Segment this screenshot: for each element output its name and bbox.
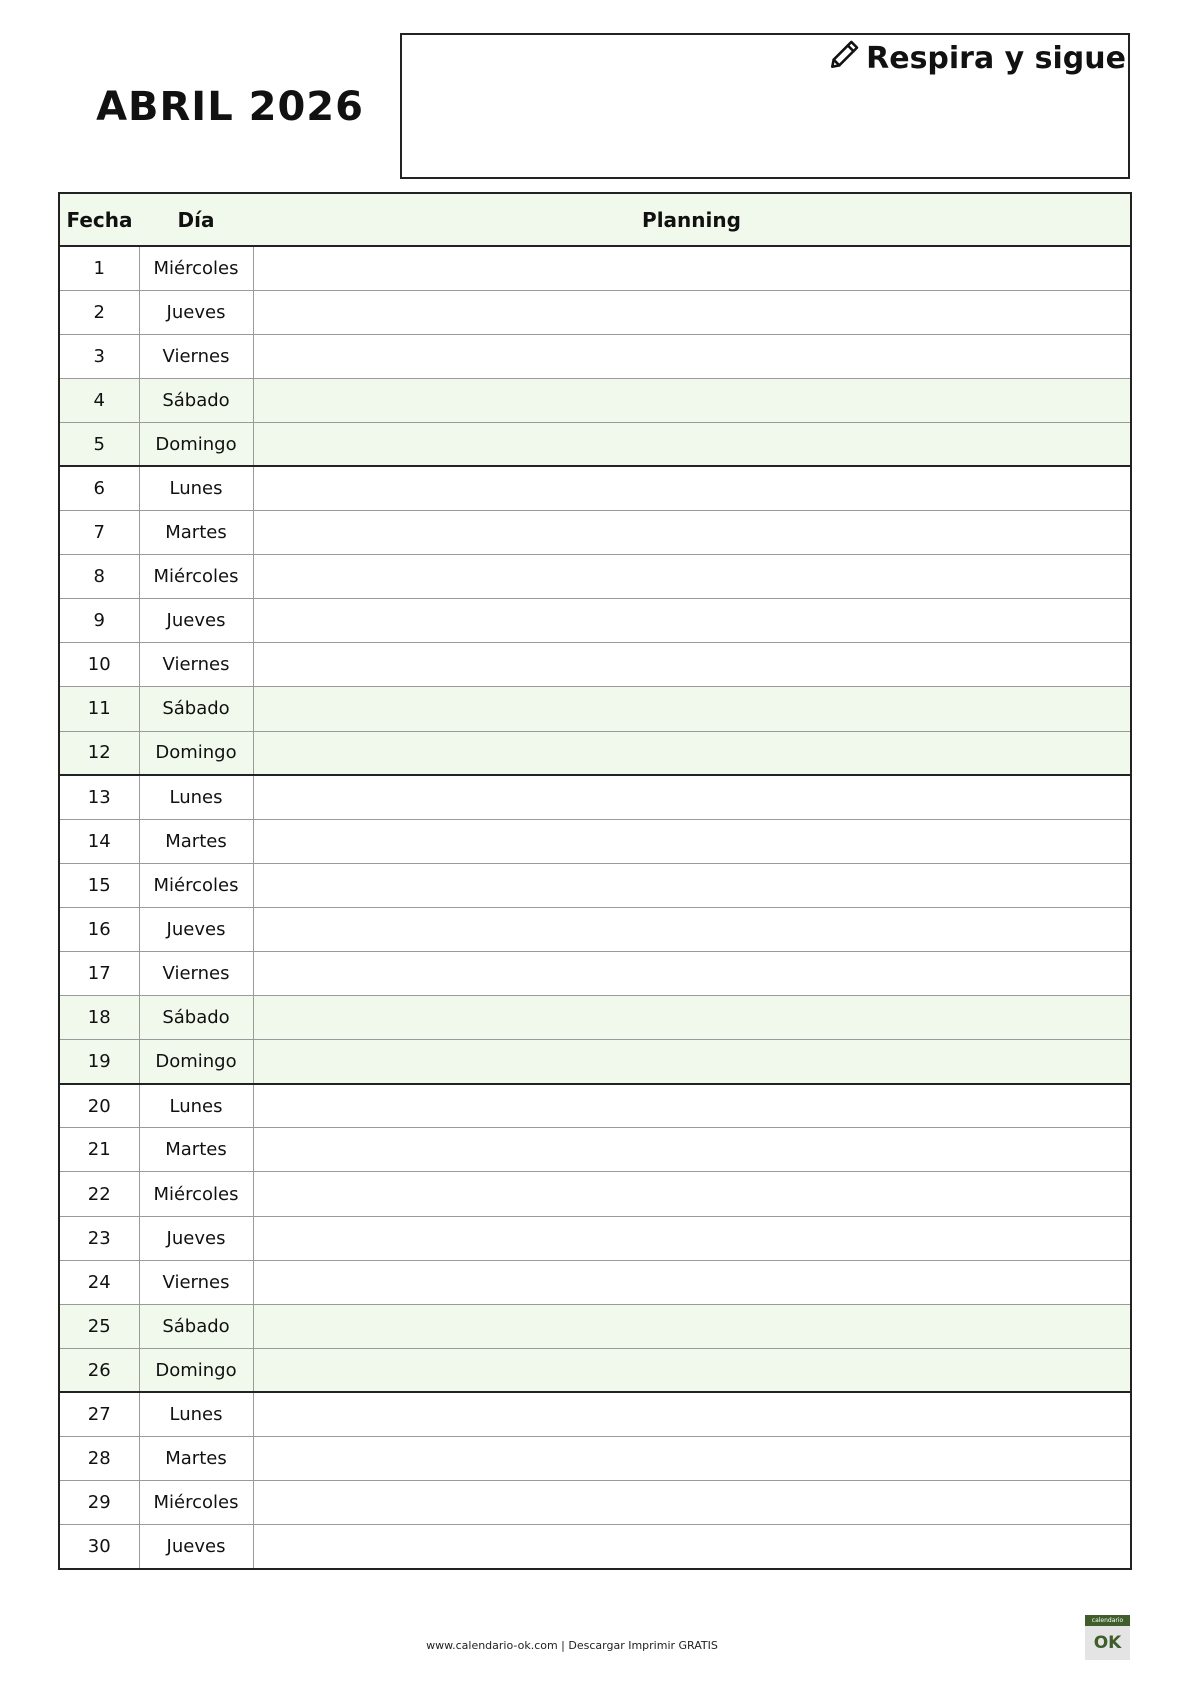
planning-cell[interactable] — [253, 1525, 1131, 1569]
table-row — [59, 422, 1131, 466]
day-cell: Martes — [139, 1437, 253, 1481]
table-row — [59, 1128, 1131, 1172]
planning-cell[interactable] — [253, 1216, 1131, 1260]
day-cell: Lunes — [139, 1392, 253, 1436]
table-row — [59, 378, 1131, 422]
date-cell: 28 — [59, 1437, 139, 1481]
day-cell: Sábado — [139, 1304, 253, 1348]
planning-cell[interactable] — [253, 1260, 1131, 1304]
table-row — [59, 952, 1131, 996]
column-header-planning: Planning — [253, 193, 1131, 246]
planning-cell[interactable] — [253, 1348, 1131, 1392]
table-row — [59, 1084, 1131, 1128]
day-cell: Sábado — [139, 687, 253, 731]
table-row — [59, 819, 1131, 863]
planning-cell[interactable] — [253, 1481, 1131, 1525]
date-cell: 16 — [59, 907, 139, 951]
table-row — [59, 1348, 1131, 1392]
day-cell: Miércoles — [139, 555, 253, 599]
planning-cell[interactable] — [253, 819, 1131, 863]
planning-cell[interactable] — [253, 334, 1131, 378]
date-cell: 26 — [59, 1348, 139, 1392]
table-row — [59, 555, 1131, 599]
date-cell: 11 — [59, 687, 139, 731]
logo-bottom-text: OK — [1093, 1633, 1122, 1653]
table-row — [59, 511, 1131, 555]
date-cell: 25 — [59, 1304, 139, 1348]
date-cell: 2 — [59, 290, 139, 334]
table-row — [59, 1437, 1131, 1481]
table-row — [59, 1172, 1131, 1216]
planning-cell[interactable] — [253, 1304, 1131, 1348]
date-cell: 20 — [59, 1084, 139, 1128]
day-cell: Domingo — [139, 1348, 253, 1392]
day-cell: Lunes — [139, 466, 253, 510]
planning-cell[interactable] — [253, 422, 1131, 466]
motto-text: Respira y sigue — [866, 40, 1126, 76]
notes-box[interactable] — [400, 33, 1130, 179]
planning-cell[interactable] — [253, 1172, 1131, 1216]
table-row — [59, 996, 1131, 1040]
day-cell: Lunes — [139, 1084, 253, 1128]
table-row — [59, 290, 1131, 334]
planning-cell[interactable] — [253, 863, 1131, 907]
date-cell: 1 — [59, 246, 139, 290]
date-cell: 24 — [59, 1260, 139, 1304]
date-cell: 6 — [59, 466, 139, 510]
date-cell: 17 — [59, 952, 139, 996]
planning-cell[interactable] — [253, 511, 1131, 555]
table-header-row — [59, 193, 1131, 246]
date-cell: 9 — [59, 599, 139, 643]
day-cell: Miércoles — [139, 1481, 253, 1525]
day-cell: Viernes — [139, 952, 253, 996]
day-cell: Jueves — [139, 1525, 253, 1569]
planning-cell[interactable] — [253, 1040, 1131, 1084]
month-title: ABRIL 2026 — [96, 84, 364, 130]
planning-cell[interactable] — [253, 687, 1131, 731]
planning-cell[interactable] — [253, 775, 1131, 819]
table-row — [59, 731, 1131, 775]
table-row — [59, 1392, 1131, 1436]
planning-cell[interactable] — [253, 996, 1131, 1040]
planning-cell[interactable] — [253, 246, 1131, 290]
date-cell: 8 — [59, 555, 139, 599]
date-cell: 21 — [59, 1128, 139, 1172]
day-cell: Domingo — [139, 422, 253, 466]
date-cell: 19 — [59, 1040, 139, 1084]
table-row — [59, 1525, 1131, 1569]
table-row — [59, 599, 1131, 643]
planning-cell[interactable] — [253, 643, 1131, 687]
table-row — [59, 907, 1131, 951]
planning-cell[interactable] — [253, 907, 1131, 951]
day-cell: Miércoles — [139, 246, 253, 290]
date-cell: 15 — [59, 863, 139, 907]
table-row — [59, 1216, 1131, 1260]
day-cell: Martes — [139, 511, 253, 555]
day-cell: Miércoles — [139, 863, 253, 907]
day-cell: Martes — [139, 1128, 253, 1172]
day-cell: Domingo — [139, 731, 253, 775]
planning-cell[interactable] — [253, 466, 1131, 510]
planning-cell[interactable] — [253, 555, 1131, 599]
date-cell: 12 — [59, 731, 139, 775]
date-cell: 18 — [59, 996, 139, 1040]
footer-text: www.calendario-ok.com | Descargar Imprimir GRATIS — [426, 1639, 718, 1652]
day-cell: Viernes — [139, 1260, 253, 1304]
day-cell: Miércoles — [139, 1172, 253, 1216]
logo-top-text: calendario — [1085, 1615, 1130, 1626]
table-row — [59, 466, 1131, 510]
motto — [828, 37, 1126, 79]
day-cell: Sábado — [139, 996, 253, 1040]
date-cell: 30 — [59, 1525, 139, 1569]
day-cell: Lunes — [139, 775, 253, 819]
table-row — [59, 1040, 1131, 1084]
table-row — [59, 775, 1131, 819]
table-row — [59, 687, 1131, 731]
date-cell: 27 — [59, 1392, 139, 1436]
day-cell: Jueves — [139, 907, 253, 951]
planning-table — [58, 192, 1132, 1570]
table-body — [59, 246, 1131, 1569]
table-row — [59, 1304, 1131, 1348]
calendario-ok-logo — [1085, 1615, 1130, 1660]
table-row — [59, 643, 1131, 687]
date-cell: 10 — [59, 643, 139, 687]
table-row — [59, 1481, 1131, 1525]
planning-cell[interactable] — [253, 1392, 1131, 1436]
pencil-icon — [828, 37, 862, 79]
day-cell: Sábado — [139, 378, 253, 422]
column-header-day: Día — [139, 193, 253, 246]
day-cell: Martes — [139, 819, 253, 863]
date-cell: 5 — [59, 422, 139, 466]
table-row — [59, 246, 1131, 290]
date-cell: 23 — [59, 1216, 139, 1260]
planning-cell[interactable] — [253, 952, 1131, 996]
planning-cell[interactable] — [253, 378, 1131, 422]
planning-cell[interactable] — [253, 1084, 1131, 1128]
table-row — [59, 863, 1131, 907]
day-cell: Jueves — [139, 290, 253, 334]
day-cell: Jueves — [139, 1216, 253, 1260]
date-cell: 14 — [59, 819, 139, 863]
date-cell: 29 — [59, 1481, 139, 1525]
planning-cell[interactable] — [253, 1128, 1131, 1172]
table-row — [59, 334, 1131, 378]
day-cell: Domingo — [139, 1040, 253, 1084]
planning-cell[interactable] — [253, 599, 1131, 643]
day-cell: Viernes — [139, 643, 253, 687]
table-row — [59, 1260, 1131, 1304]
date-cell: 22 — [59, 1172, 139, 1216]
planning-cell[interactable] — [253, 290, 1131, 334]
planning-cell[interactable] — [253, 1437, 1131, 1481]
day-cell: Viernes — [139, 334, 253, 378]
column-header-date: Fecha — [59, 193, 139, 246]
date-cell: 7 — [59, 511, 139, 555]
date-cell: 3 — [59, 334, 139, 378]
planning-cell[interactable] — [253, 731, 1131, 775]
day-cell: Jueves — [139, 599, 253, 643]
date-cell: 4 — [59, 378, 139, 422]
date-cell: 13 — [59, 775, 139, 819]
